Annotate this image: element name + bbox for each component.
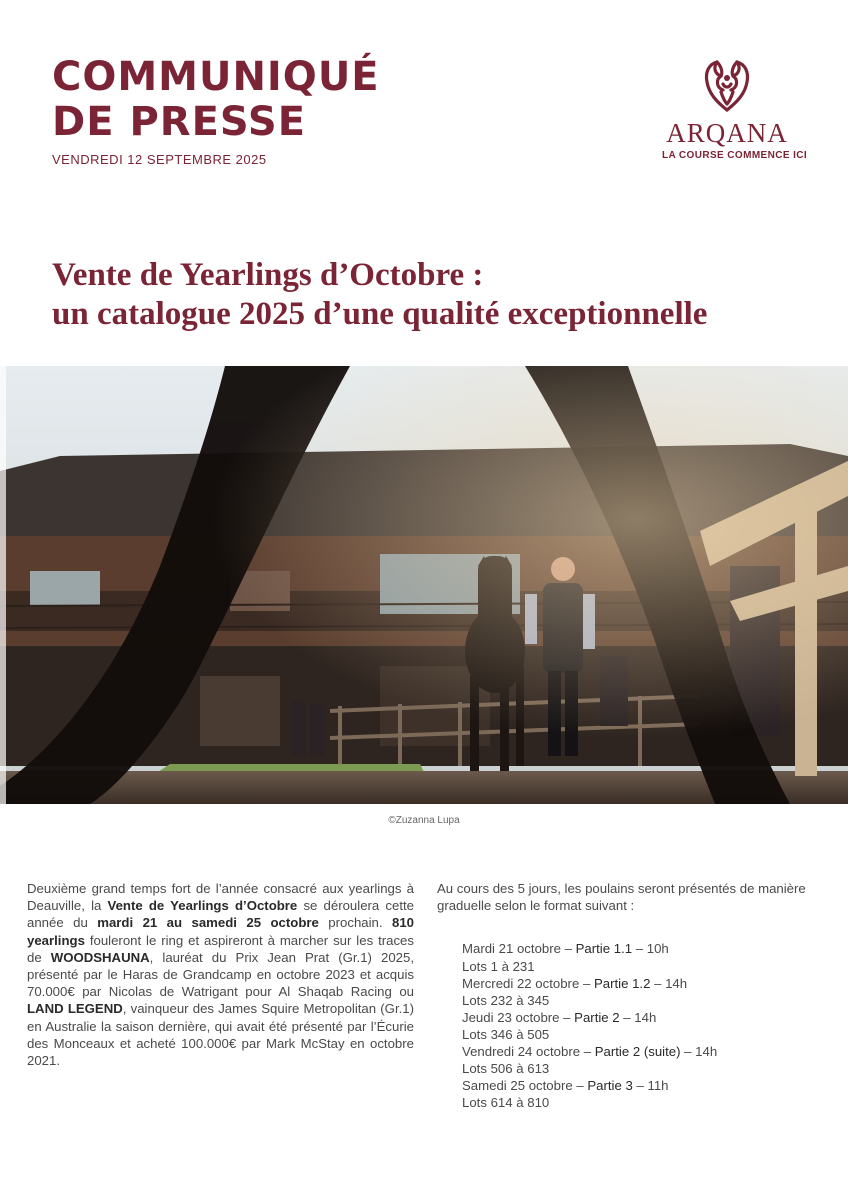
- yearling-count: 810 yearlings: [27, 915, 414, 948]
- title-line-1: Vente de Yearlings d’Octobre :: [52, 257, 484, 293]
- photo-caption: ©Zuzanna Lupa: [388, 815, 460, 826]
- title-line-2: un catalogue 2025 d’une qualité exceptionnelle: [52, 296, 708, 332]
- press-release-heading: [52, 55, 380, 145]
- sale-dates: mardi 21 au samedi 25 octobre: [97, 915, 319, 931]
- sale-schedule: [462, 940, 827, 1111]
- body-text: , lauréat du Prix Jean Prat (Gr.1) 2025, présenté par le Haras de Grandcamp en octobre 2023 et acquis 70.000€ par Nicolas de Watrigant pour Al Shaqab Racing ou: [27, 949, 414, 1000]
- horse-name-woodshauna: WOODSHAUNA: [50, 949, 150, 965]
- logo-name: ARQANA: [666, 118, 788, 148]
- body-text: prochain.: [318, 915, 392, 931]
- schedule-day: Mardi 21 octobre – Partie 1.1 – 10h: [462, 941, 669, 957]
- schedule-day: Mercredi 22 octobre – Partie 1.2 – 14h: [462, 975, 688, 991]
- body-left-column: [27, 880, 414, 1069]
- body-text: Deuxième grand temps fort de l’année consacré aux yearlings à Deauville, la: [27, 881, 414, 914]
- schedule-day: Jeudi 23 octobre – Partie 2 – 14h: [462, 1009, 657, 1025]
- schedule-lots: Lots 346 à 505: [462, 1026, 550, 1042]
- release-date: VENDREDI 12 SEPTEMBRE 2025: [52, 152, 267, 167]
- logo-tagline: LA COURSE COMMENCE ICI: [662, 150, 808, 161]
- body-text: se déroulera cette année du: [27, 898, 415, 931]
- sale-name: Vente de Yearlings d’Octobre: [107, 898, 298, 914]
- sale-ring-photo: [0, 366, 848, 804]
- schedule-day: Vendredi 24 octobre – Partie 2 (suite) – 14h: [462, 1043, 718, 1059]
- horse-heads-emblem-icon: [695, 58, 759, 116]
- schedule-lots: Lots 232 à 345: [462, 992, 550, 1008]
- schedule-lots: Lots 506 à 613: [462, 1061, 550, 1077]
- article-title: [52, 256, 822, 334]
- horse-name-land-legend: LAND LEGEND: [27, 1001, 123, 1017]
- schedule-lots: Lots 614 à 810: [462, 1095, 550, 1111]
- schedule-day: Samedi 25 octobre – Partie 3 – 11h: [462, 1078, 669, 1094]
- schedule-intro: Au cours des 5 jours, les poulains seront présentés de manière graduelle selon le format suivant :: [437, 881, 806, 914]
- heading-line-1: COMMUNIQUÉ: [52, 54, 380, 100]
- schedule-lots: Lots 1 à 231: [462, 958, 535, 974]
- arqana-logo: [662, 58, 808, 174]
- body-right-column: [437, 880, 827, 1111]
- body-text: , vainqueur des James Squire Metropolitan (Gr.1) en Australie la saison dernière, qui avait été présenté par l’Écurie des Monceaux et acheté 100.000€ par Mark McStay en octobre 2021.: [27, 1001, 414, 1069]
- body-text: fouleront le ring et aspireront à marcher sur les traces de: [27, 932, 414, 965]
- heading-line-2: DE PRESSE: [52, 99, 307, 145]
